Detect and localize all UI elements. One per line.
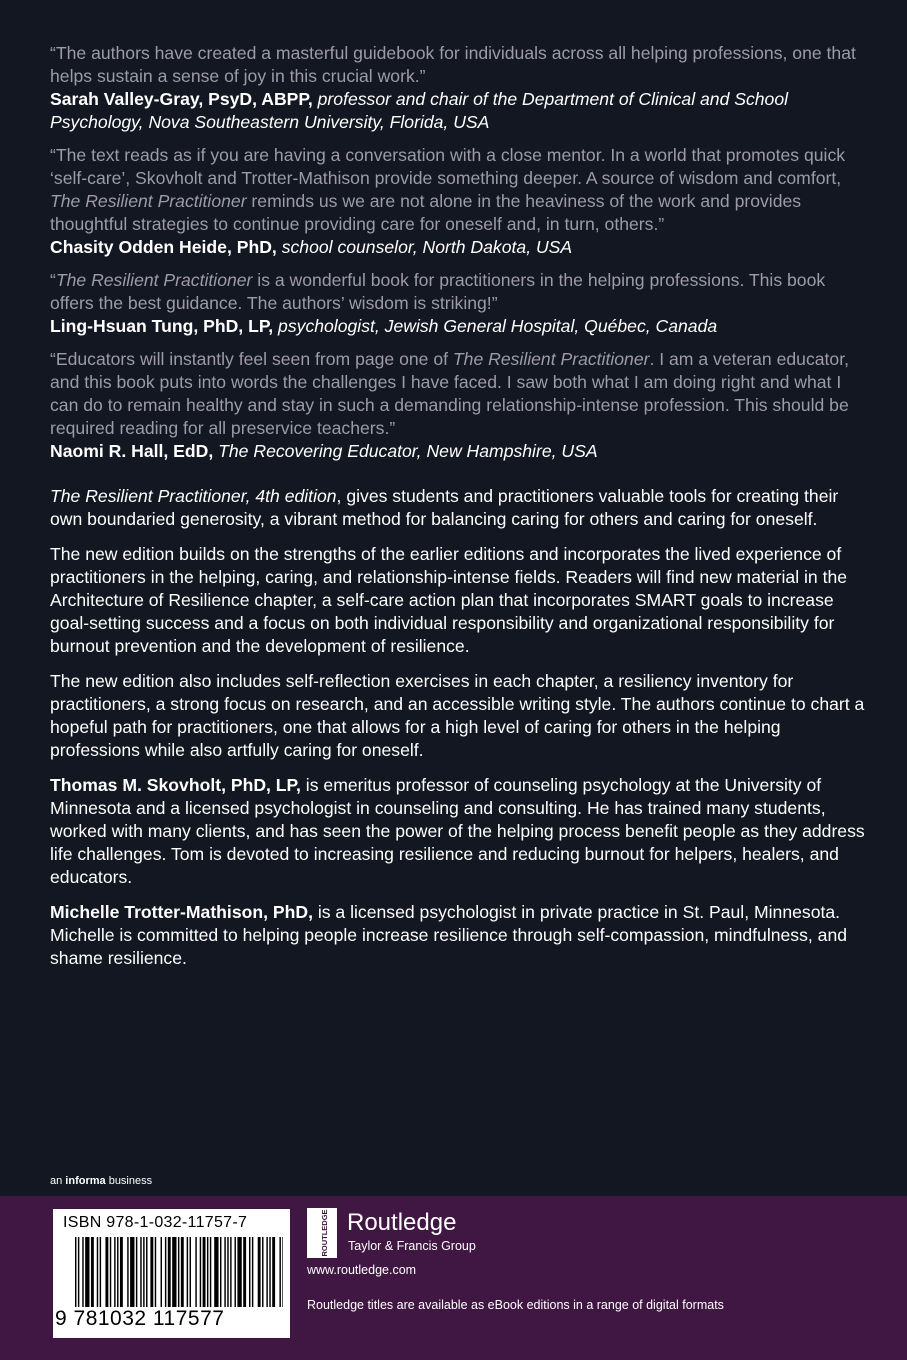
isbn-label: ISBN 978-1-032-11757-7: [63, 1214, 248, 1231]
barcode-bar: [161, 1237, 162, 1307]
endorsement-attribution: [50, 315, 865, 338]
quote-text: “: [50, 270, 56, 290]
barcode-bar: [282, 1237, 283, 1307]
barcode-bar: [136, 1237, 137, 1307]
publisher-name: Routledge: [347, 1209, 457, 1236]
endorser-affiliation: professor and chair of the Department of Clinical and School Psychology, Nova Southeastern University, Florida, USA: [50, 89, 789, 132]
barcode-bar: [85, 1237, 89, 1307]
informa-business-label: [50, 1174, 152, 1188]
book-title: The Resilient Practitioner: [452, 349, 650, 369]
barcode-bar: [140, 1237, 141, 1307]
barcode-bar: [252, 1237, 253, 1307]
barcode-icon: [75, 1237, 283, 1307]
description-text: , gives students and practitioners valuable tools for creating their own boundaried generosity, a vibrant method for balancing caring for others and caring for oneself.: [50, 486, 839, 529]
barcode-bar: [78, 1237, 79, 1307]
barcode-bar: [258, 1237, 261, 1307]
endorsement-3: [50, 269, 865, 338]
barcode-bar: [114, 1237, 115, 1307]
quote-text: reminds us we are not alone in the heaviness of the work and provides thoughtful strategies to continue providing care for oneself and, in turn, others.”: [50, 191, 802, 234]
barcode-bar: [243, 1237, 246, 1307]
barcode-bar: [117, 1237, 118, 1307]
barcode-bar: [75, 1237, 76, 1307]
routledge-logo-icon: [307, 1208, 337, 1258]
endorser-name: Naomi R. Hall, EdD,: [50, 441, 214, 461]
barcode-bar: [172, 1237, 176, 1307]
barcode-bar: [130, 1237, 134, 1307]
barcode-bar: [249, 1237, 250, 1307]
book-title: The Resilient Practitioner: [55, 270, 253, 290]
barcode-bar: [82, 1237, 83, 1307]
barcode-panel: [53, 1209, 290, 1338]
barcode-bar: [200, 1237, 201, 1307]
author-bio-text: is a licensed psychologist in private practice in St. Paul, Minnesota. Michelle is committed to helping people increase resilience through self-compassion, mindfulness, and shame resilience.: [50, 902, 848, 968]
barcode-bar: [210, 1237, 211, 1307]
author-bio-text: is emeritus professor of counseling psychology at the University of Minnesota and a licensed psychologist in counseling and consulting. He has trained many students, worked with many clients, and has seen the power of the helping process benefit people as they address life challenges. Tom is devoted to increasing resilience and reducing burnout for helpers, healers, and educators.: [50, 775, 865, 887]
endorsement-attribution: [50, 236, 865, 259]
barcode-bar: [168, 1237, 171, 1307]
barcode-bar: [187, 1237, 188, 1307]
barcode-bar: [220, 1237, 221, 1307]
barcode-bar: [120, 1237, 123, 1307]
barcode-bar: [203, 1237, 206, 1307]
quote-text: is a wonderful book for practitioners in the helping professions. This book offers the best guidance. The authors’ wisdom is striking!”: [50, 270, 826, 313]
book-title: The Resilient Practitioner, 4th edition: [50, 486, 337, 506]
quote-text: . I am a veteran educator, and this book puts into words the challenges I have faced. I saw both what I am doing right and what I can do to remain healthy and stay in such a demanding relationship-intense profession. This should be required reading for all preservice teachers.”: [50, 349, 849, 438]
ebook-availability-note: Routledge titles are available as eBook editions in a range of digital formats: [307, 1298, 724, 1312]
barcode-bar: [100, 1237, 101, 1307]
endorsement-quote: [50, 348, 865, 440]
publisher-url[interactable]: www.routledge.com: [307, 1263, 417, 1277]
endorsement-1: [50, 42, 865, 134]
barcode-bar: [165, 1237, 166, 1307]
barcode-bar: [214, 1237, 218, 1307]
barcode-bar: [272, 1237, 275, 1307]
barcode-bar: [195, 1237, 196, 1307]
endorser-name: Chasity Odden Heide, PhD,: [50, 237, 277, 257]
endorser-affiliation: school counselor, North Dakota, USA: [276, 237, 573, 257]
endorsement-4: [50, 348, 865, 463]
endorsement-attribution: [50, 88, 865, 134]
endorsement-quote: “The authors have created a masterful guidebook for individuals across all helping professions, one that helps sustain a sense of joy in this crucial work.”: [50, 43, 856, 86]
endorser-name: Ling-Hsuan Tung, PhD, LP,: [50, 316, 274, 336]
quote-text: “The text reads as if you are having a conversation with a close mentor. In a world that promotes quick ‘self-care’, Skovholt and Trotter-Mathison provide something deeper. A source of wisdom and comfort,: [50, 145, 846, 188]
logo-vertical-text: ROUTLEDGE: [320, 1209, 329, 1257]
barcode-bar: [227, 1237, 228, 1307]
barcode-bar: [110, 1237, 111, 1307]
barcode-digits: 9 781032 117577: [55, 1307, 225, 1330]
barcode-bar: [127, 1237, 128, 1307]
publisher-group: Taylor & Francis Group: [348, 1239, 476, 1253]
informa-suffix: business: [105, 1175, 153, 1187]
endorsement-2: [50, 144, 865, 259]
barcode-bar: [150, 1237, 153, 1307]
barcode-bar: [91, 1237, 94, 1307]
barcode-bar: [235, 1237, 236, 1307]
description-paragraph-2: The new edition builds on the strengths of the earlier editions and incorporates the lived experience of practitioners in the helping, caring, and relationship-intense fields. Readers will find new material in the Architecture of Resilience chapter, a self-care action plan that incorporates SMART goals to increase goal-setting success and a focus on both individual responsibility and organizational responsibility for burnout prevention and the development of resilience.: [50, 544, 848, 656]
barcode-bar: [279, 1237, 280, 1307]
barcode-bar: [143, 1237, 144, 1307]
barcode-bar: [230, 1237, 231, 1307]
endorsement-quote: [50, 144, 865, 236]
barcode-bar: [181, 1237, 184, 1307]
author-name: Michelle Trotter-Mathison, PhD,: [50, 902, 313, 922]
endorser-name: Sarah Valley-Gray, PsyD, ABPP,: [50, 89, 313, 109]
author-bio-2: [50, 901, 865, 970]
barcode-bar: [178, 1237, 179, 1307]
spacer: [50, 473, 865, 485]
cover-text: [50, 42, 865, 982]
barcode-bar: [97, 1237, 98, 1307]
quote-text: “Educators will instantly feel seen from page one of: [50, 349, 453, 369]
endorser-affiliation: psychologist, Jewish General Hospital, Québec, Canada: [273, 316, 718, 336]
barcode-bar: [146, 1237, 147, 1307]
book-title: The Resilient Practitioner: [50, 191, 247, 211]
author-name: Thomas M. Skovholt, PhD, LP,: [50, 775, 301, 795]
endorsement-quote: [50, 269, 865, 315]
barcode-bar: [207, 1237, 208, 1307]
barcode-bar: [269, 1237, 270, 1307]
informa-name: informa: [65, 1175, 106, 1187]
barcode-bar: [105, 1237, 108, 1307]
endorsement-attribution: [50, 440, 865, 463]
endorser-affiliation: The Recovering Educator, New Hampshire, USA: [213, 441, 598, 461]
barcode-bar: [237, 1237, 241, 1307]
barcode-bar: [155, 1237, 156, 1307]
informa-prefix: an: [50, 1175, 66, 1187]
barcode-bar: [266, 1237, 267, 1307]
author-bio-1: [50, 774, 865, 889]
barcode-bar: [190, 1237, 191, 1307]
barcode-bar: [224, 1237, 225, 1307]
description-paragraph-3: The new edition also includes self-reflection exercises in each chapter, a resiliency inventory for practitioners, a strong focus on research, and an accessible writing style. The authors continue to chart a hopeful path for practitioners, one that allows for a high level of caring for others in the helping professions while also artfully caring for oneself.: [50, 671, 865, 760]
description-intro: [50, 485, 865, 531]
barcode-bar: [262, 1237, 263, 1307]
